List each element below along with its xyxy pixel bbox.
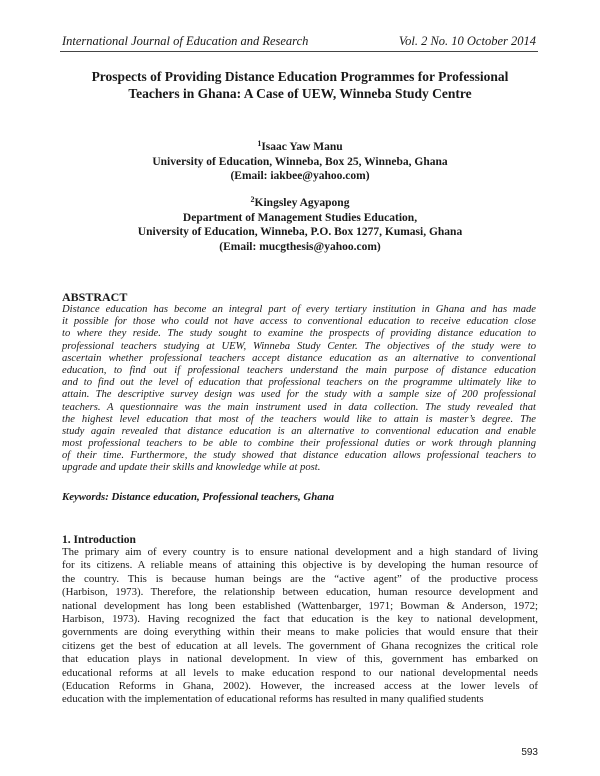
text-line: most professional teachers to be able to combine their professional duties or work through planning: [62, 438, 536, 450]
author-affiliation: University of Education, Winneba, P.O. Box 1277, Kumasi, Ghana: [137, 226, 463, 238]
introduction-body: [62, 546, 538, 707]
paper-title: [70, 68, 530, 102]
issue-info: Vol. 2 No. 10 October 2014: [398, 34, 536, 48]
text-line: citizens get the best of education at all levels. The government of Ghana recognizes the critical role: [62, 639, 538, 652]
text-line: study again revealed that distance education is an alternative to conventional education and enable: [62, 425, 536, 437]
text-line: teachers. A questionnaire was the main instrument used in data collection. The study revealed that: [62, 401, 536, 413]
title-line: Teachers in Ghana: A Case of UEW, Winneba Study Centre: [128, 86, 472, 101]
text-line: for its citizens. A reliable means of attaining this objective is by developing the human resource of: [62, 559, 538, 572]
author-mark: 2: [250, 195, 255, 204]
text-line: Harbison, 1973). Having recognized the fact that education is the key to national development,: [62, 612, 538, 625]
journal-name: International Journal of Education and Research: [62, 34, 309, 48]
text-line: national development has long been established (Wattenbarger, 1971; Bowman & Anderson, 1972;: [62, 599, 538, 612]
author-name: [60, 140, 540, 155]
running-header: [62, 34, 536, 49]
text-line: the country. This is because human beings are the “active agent” of the productive process: [62, 572, 538, 585]
text-line: of their time. Furthermore, the study showed that distance education allows professional teachers to: [62, 450, 536, 462]
page-number: 593: [521, 747, 538, 758]
author-mark: 1: [257, 139, 262, 148]
text-line: (Harbison, 1973). Therefore, the relationship between education, human resource development and: [62, 586, 538, 599]
header-rule: [60, 51, 538, 52]
author-block-2: [60, 196, 540, 254]
author-affiliation: University of Education, Winneba, Box 25, Winneba, Ghana: [152, 155, 448, 168]
text-line: education, to find out if professional teachers understand the main purpose of distance education: [62, 364, 536, 376]
text-line: the highest level education that most of the teachers would like to attain is master’s degree. The: [62, 413, 536, 425]
text-line: Distance education has become an integral part of every tertiary institution in Ghana and has made: [62, 304, 536, 315]
text-line: attain. The descriptive survey design was used for the study with a sample size of 200 professional: [62, 389, 536, 401]
author-name-text: Isaac Yaw Manu: [261, 141, 343, 153]
abstract-heading: ABSTRACT: [62, 290, 128, 304]
title-line: Prospects of Providing Distance Education Programmes for Professional: [91, 69, 509, 84]
text-line: educational reforms at all levels to make education respond to our national developmental needs: [62, 666, 538, 679]
keywords: Keywords: Distance education, Professional teachers, Ghana: [62, 491, 335, 503]
text-line: ascertain whether professional teachers accept distance education as an alternative to conventional: [62, 352, 536, 364]
author-email: (Email: iakbee@yahoo.com): [230, 170, 370, 182]
text-line: professional teachers studying at UEW, Winneba Study Center. The objectives of the study were to: [62, 340, 536, 352]
author-name-text: Kingsley Agyapong: [254, 197, 350, 209]
author-affiliation: Department of Management Studies Education,: [182, 211, 418, 224]
text-line: that education plays in national development. In view of this, government has embarked on: [62, 653, 538, 666]
text-line: upgrade and update their skills and knowledge while at post.: [62, 462, 321, 474]
text-line: The primary aim of every country is to ensure national development and a high standard of living: [62, 546, 538, 558]
author-block-1: [60, 140, 540, 184]
text-line: to where they reside. The study sought to examine the prospects of providing distance education to: [62, 328, 536, 340]
author-name: [60, 196, 540, 211]
text-line: (Education Reforms in Ghana, 2002). However, the increased access at the lower levels of: [62, 679, 538, 692]
author-email: (Email: mucgthesis@yahoo.com): [219, 240, 381, 253]
section-heading-introduction: 1. Introduction: [62, 534, 136, 546]
text-line: education with the implementation of educational reforms has resulted in many qualified students: [62, 693, 484, 706]
text-line: and to find out the level of education that professional teachers on the programme ultimately like to: [62, 377, 536, 389]
text-line: governments are doing everything within their means to make policies that would ensure that their: [62, 626, 538, 639]
abstract-body: [62, 304, 536, 475]
text-line: it possible for those who could not have access to conventional education to receive education close: [62, 316, 536, 328]
